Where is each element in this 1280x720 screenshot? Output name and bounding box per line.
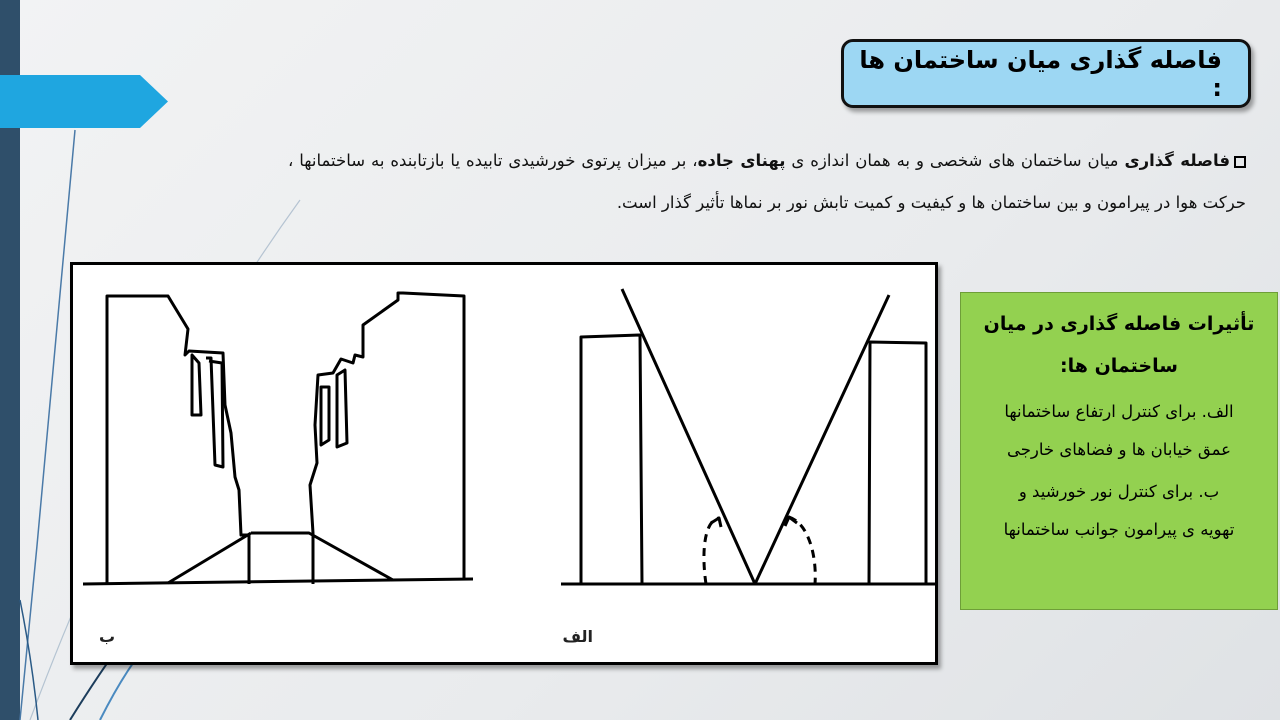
right-window-1: [321, 387, 329, 445]
effects-item-a-line2: عمق خیابان ها و فضاهای خارجی: [1006, 440, 1232, 459]
title-arrow-tab: [0, 75, 168, 128]
paragraph-bold-mid: پهنای جاده: [697, 151, 786, 170]
figure-label-alef: الف: [562, 627, 593, 646]
right-building-left-sketch: [310, 293, 464, 584]
left-ground-line: [83, 579, 473, 584]
paragraph-bold-lead: فاصله گذاری: [1124, 151, 1230, 170]
intro-paragraph: [288, 140, 1246, 224]
left-window-1: [192, 355, 201, 415]
right-sketch-building-left: [581, 335, 642, 584]
effects-item-a-line1: الف. برای کنترل ارتفاع ساختمانها: [1004, 402, 1234, 421]
effects-item-b-line1: ب. برای کنترل نور خورشید و: [1018, 482, 1220, 501]
arc-arrow-left: [711, 518, 721, 527]
angle-arc-left: [704, 518, 719, 584]
slide-title-box: [841, 39, 1251, 108]
effects-item-b-line2: تهویه ی پیرامون جوانب ساختمانها: [1003, 520, 1235, 539]
right-sketch-building-right: [869, 342, 926, 584]
street-far-edge: [251, 533, 393, 580]
paragraph-text-1: میان ساختمان های شخصی و به همان اندازه ی: [785, 151, 1125, 170]
left-window-2: [206, 358, 223, 467]
right-window-2: [337, 370, 347, 447]
effects-title: تأثیرات فاصله گذاری در میان ساختمان ها:: [983, 313, 1255, 377]
building-spacing-figure: [70, 262, 938, 665]
paragraph-text-2: ، بر میزان پرتوی خورشیدی تابیده یا بازتابنده به ساختمانها ، حرکت هوا در پیرامون و بین ساختمان ها و کیفیت و کمیت تابش نور بر نماها تأثیر گذار است.: [288, 151, 1246, 212]
checkbox-bullet-icon: [1234, 156, 1246, 168]
left-building: [107, 296, 249, 584]
angle-arc-right: [789, 517, 815, 584]
building-sketch-drawing: [73, 265, 935, 662]
street-left-edge: [168, 533, 251, 583]
effects-box: [960, 292, 1278, 610]
slide-title: فاصله گذاری میان ساختمان ها :: [859, 45, 1222, 102]
figure-label-be: ب: [99, 627, 116, 646]
